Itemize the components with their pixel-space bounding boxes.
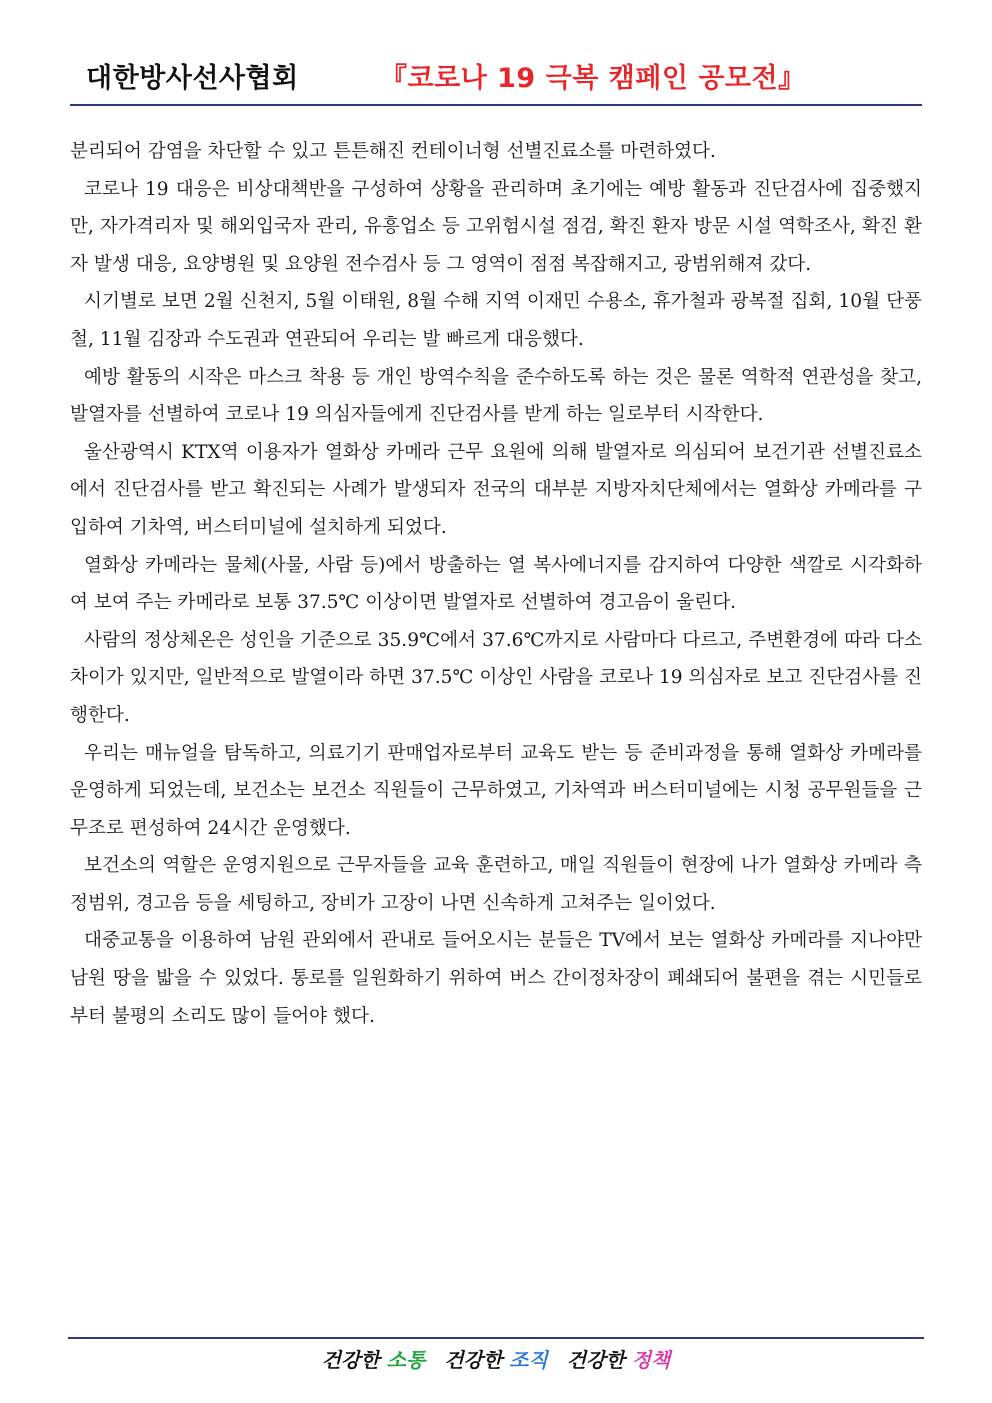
slogan-communication bbox=[322, 1348, 426, 1372]
paragraph: 열화상 카메라는 물체(사물, 사람 등)에서 방출하는 열 복사에너지를 감지하여 다양한 색깔로 시각화하여 보여 주는 카메라로 보통 37.5℃ 이상이면 발열자로 선별하여 경고음이 울린다. bbox=[70, 554, 922, 614]
campaign-title: 『코로나 19 극복 캠페인 공모전』 bbox=[380, 63, 806, 94]
slogan-prefix: 건강한 bbox=[566, 1348, 625, 1372]
paragraph: 코로나 19 대응은 비상대책반을 구성하여 상황을 관리하며 초기에는 예방 활동과 진단검사에 집중했지만, 자가격리자 및 해외입국자 관리, 유흥업소 등 고위험시설 점검, 확진 환자 방문 시설 역학조사, 확진 환자 발생 대응, 요양병원 및 요양원 전수검사 등 그 영역이 점점 복잡해지고, 광범위해져 갔다. bbox=[70, 178, 922, 275]
paragraph: 울산광역시 KTX역 이용자가 열화상 카메라 근무 요원에 의해 발열자로 의심되어 보건기관 선별진료소에서 진단검사를 받고 확진되는 사례가 발생되자 전국의 대부분 지방자치단체에서는 열화상 카메라를 구입하여 기차역, 버스터미널에 설치하게 되었다. bbox=[70, 441, 922, 538]
slogan-organization bbox=[444, 1348, 548, 1372]
slogan-word: 소통 bbox=[386, 1348, 426, 1372]
header-divider bbox=[70, 104, 922, 106]
paragraph: 우리는 매뉴얼을 탐독하고, 의료기기 판매업자로부터 교육도 받는 등 준비과정을 통해 열화상 카메라를 운영하게 되었는데, 보건소는 보건소 직원들이 근무하였고, 기차역과 버스터미널에는 시청 공무원들을 근무조로 편성하여 24시간 운영했다. bbox=[70, 742, 922, 839]
page-header bbox=[70, 48, 922, 104]
paragraph: 시기별로 보면 2월 신천지, 5월 이태원, 8월 수해 지역 이재민 수용소, 휴가철과 광복절 집회, 10월 단풍철, 11월 김장과 수도권과 연관되어 우리는 발 빠르게 대응했다. bbox=[70, 291, 922, 350]
footer-slogan bbox=[0, 1344, 992, 1373]
paragraph: 분리되어 감염을 차단할 수 있고 튼튼해진 컨테이너형 선별진료소를 마련하였다. bbox=[70, 141, 716, 162]
slogan-prefix: 건강한 bbox=[321, 1348, 380, 1372]
footer-divider bbox=[68, 1337, 924, 1339]
document-body bbox=[70, 133, 922, 1035]
slogan-word: 정책 bbox=[631, 1348, 671, 1372]
paragraph: 예방 활동의 시작은 마스크 착용 등 개인 방역수칙을 준수하도록 하는 것은 물론 역학적 연관성을 찾고, 발열자를 선별하여 코로나 19 의심자들에게 진단검사를 받게 하는 일로부터 시작한다. bbox=[70, 366, 922, 426]
paragraph: 보건소의 역할은 운영지원으로 근무자들을 교육 훈련하고, 매일 직원들이 현장에 나가 열화상 카메라 측정범위, 경고음 등을 세팅하고, 장비가 고장이 나면 신속하게 고쳐주는 일이었다. bbox=[70, 855, 922, 914]
slogan-policy bbox=[567, 1348, 671, 1372]
slogan-prefix: 건강한 bbox=[444, 1348, 503, 1372]
paragraph: 사람의 정상체온은 성인을 기준으로 35.9℃에서 37.6℃까지로 사람마다 다르고, 주변환경에 따라 다소 차이가 있지만, 일반적으로 발열이라 하면 37.5℃ 이상인 사람을 코로나 19 의심자로 보고 진단검사를 진행한다. bbox=[70, 629, 922, 726]
paragraph: 대중교통을 이용하여 남원 관외에서 관내로 들어오시는 분들은 TV에서 보는 열화상 카메라를 지나야만 남원 땅을 밟을 수 있었다. 통로를 일원화하기 위하여 버스 간이정차장이 폐쇄되어 불편을 겪는 시민들로부터 불평의 소리도 많이 들어야 했다. bbox=[70, 930, 922, 1027]
organization-name: 대한방사선사협회 bbox=[86, 63, 299, 94]
slogan-word: 조직 bbox=[509, 1348, 548, 1372]
